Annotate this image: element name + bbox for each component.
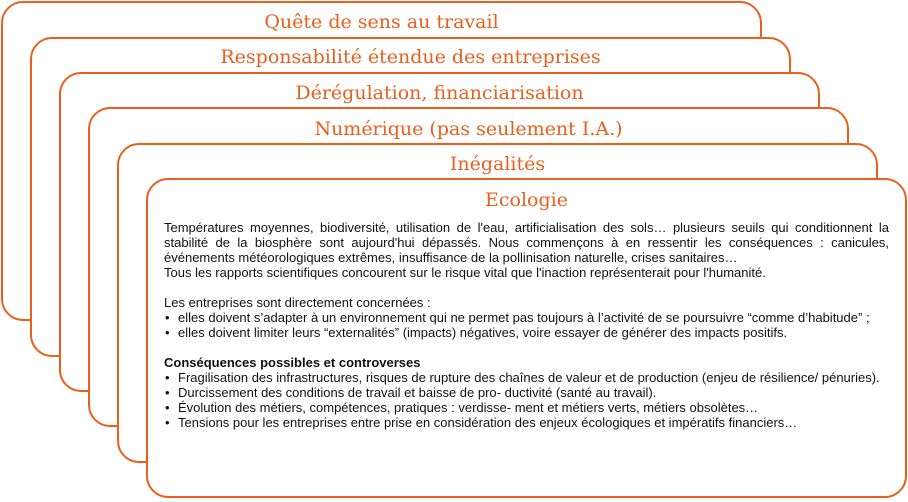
card-title: Dérégulation, financiarisation [295, 82, 584, 104]
card-title: Responsabilité étendue des entreprises [220, 46, 601, 68]
ecologie-content [164, 220, 889, 430]
list-item: • Évolution des métiers, compétences, pratiques : verdisse- ment et métiers verts, métiers obsolètes… [164, 400, 889, 415]
ecologie-intro: Températures moyennes, biodiversité, utilisation de l'eau, artificialisation des sols… plusieurs seuils qui conditionnent la stabilité de la biosphère sont aujourd'hui dépassés. Nous commençons à en ressentir les conséquences : canicules, événements météorologiques extrêmes, insuffisance de la pollinisation naturelle, crises sanitaires… [164, 220, 889, 265]
card-title: Quête de sens au travail [264, 11, 499, 33]
list-item: • elles doivent s’adapter à un environnement qui ne permet pas toujours à l’activité de se poursuivre “comme d’habitude” ; [164, 310, 889, 325]
card-title: Numérique (pas seulement I.A.) [314, 118, 623, 140]
card-title: Ecologie [485, 189, 568, 211]
companies-intro: Les entreprises sont directement concernées : [164, 295, 431, 310]
card-title: Inégalités [449, 153, 546, 175]
consequences-heading: Conséquences possibles et controverses [164, 355, 421, 370]
consequences-list [164, 370, 889, 430]
list-item: • Tensions pour les entreprises entre prise en considération des enjeux écologiques et impératifs financiers… [164, 415, 889, 430]
ecologie-reports: Tous les rapports scientifiques concourent sur le risque vital que l'inaction représenterait pour l'humanité. [164, 265, 766, 280]
list-item: • elles doivent limiter leurs “externalités” (impacts) négatives, voire essayer de générer des impacts positifs. [164, 325, 889, 340]
card-ecologie [146, 178, 907, 498]
list-item: • Fragilisation des infrastructures, risques de rupture des chaînes de valeur et de production (enjeu de résilience/ pénuries). [164, 370, 889, 385]
companies-list [164, 310, 889, 340]
list-item: • Durcissement des conditions de travail et baisse de pro- ductivité (santé au travail). [164, 385, 889, 400]
